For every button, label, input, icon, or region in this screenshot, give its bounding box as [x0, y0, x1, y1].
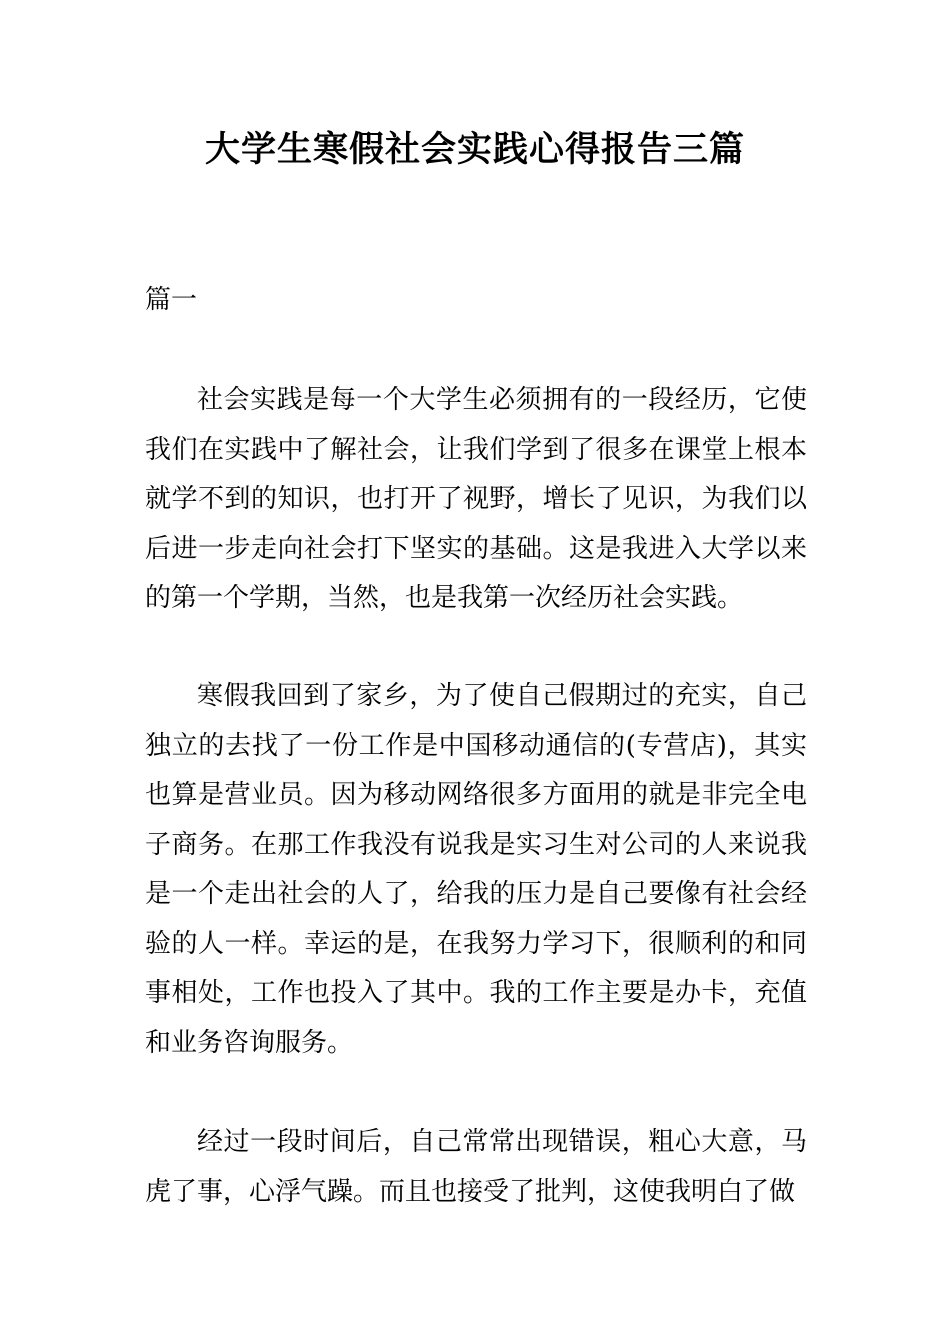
paragraph-2: 寒假我回到了家乡，为了使自己假期过的充实，自己独立的去找了一份工作是中国移动通信的(专营店)，其实也算是营业员。因为移动网络很多方面用的就是非完全电子商务。在那工作我没有说我是实习生对公司的人来说我是一个走出社会的人了，给我的压力是自己要像有社会经验的人一样。幸运的是，在我努力学习下，很顺利的和同事相处，工作也投入了其中。我的工作主要是办卡，充值和业务咨询服务。: [145, 681, 807, 1058]
section-label: 篇一: [145, 285, 198, 315]
document-title: 大学生寒假社会实践心得报告三篇: [204, 130, 745, 170]
paragraph-1: 社会实践是每一个大学生必须拥有的一段经历，它使我们在实践中了解社会，让我们学到了很多在课堂上根本就学不到的知识，也打开了视野，增长了见识，为我们以后进一步走向社会打下坚实的基础。这是我进入大学以来的第一个学期，当然，也是我第一次经历社会实践。: [145, 385, 807, 613]
paragraph-3: 经过一段时间后，自己常常出现错误，粗心大意，马虎了事，心浮气躁。而且也接受了批判，这使我明白了做: [145, 1127, 807, 1207]
